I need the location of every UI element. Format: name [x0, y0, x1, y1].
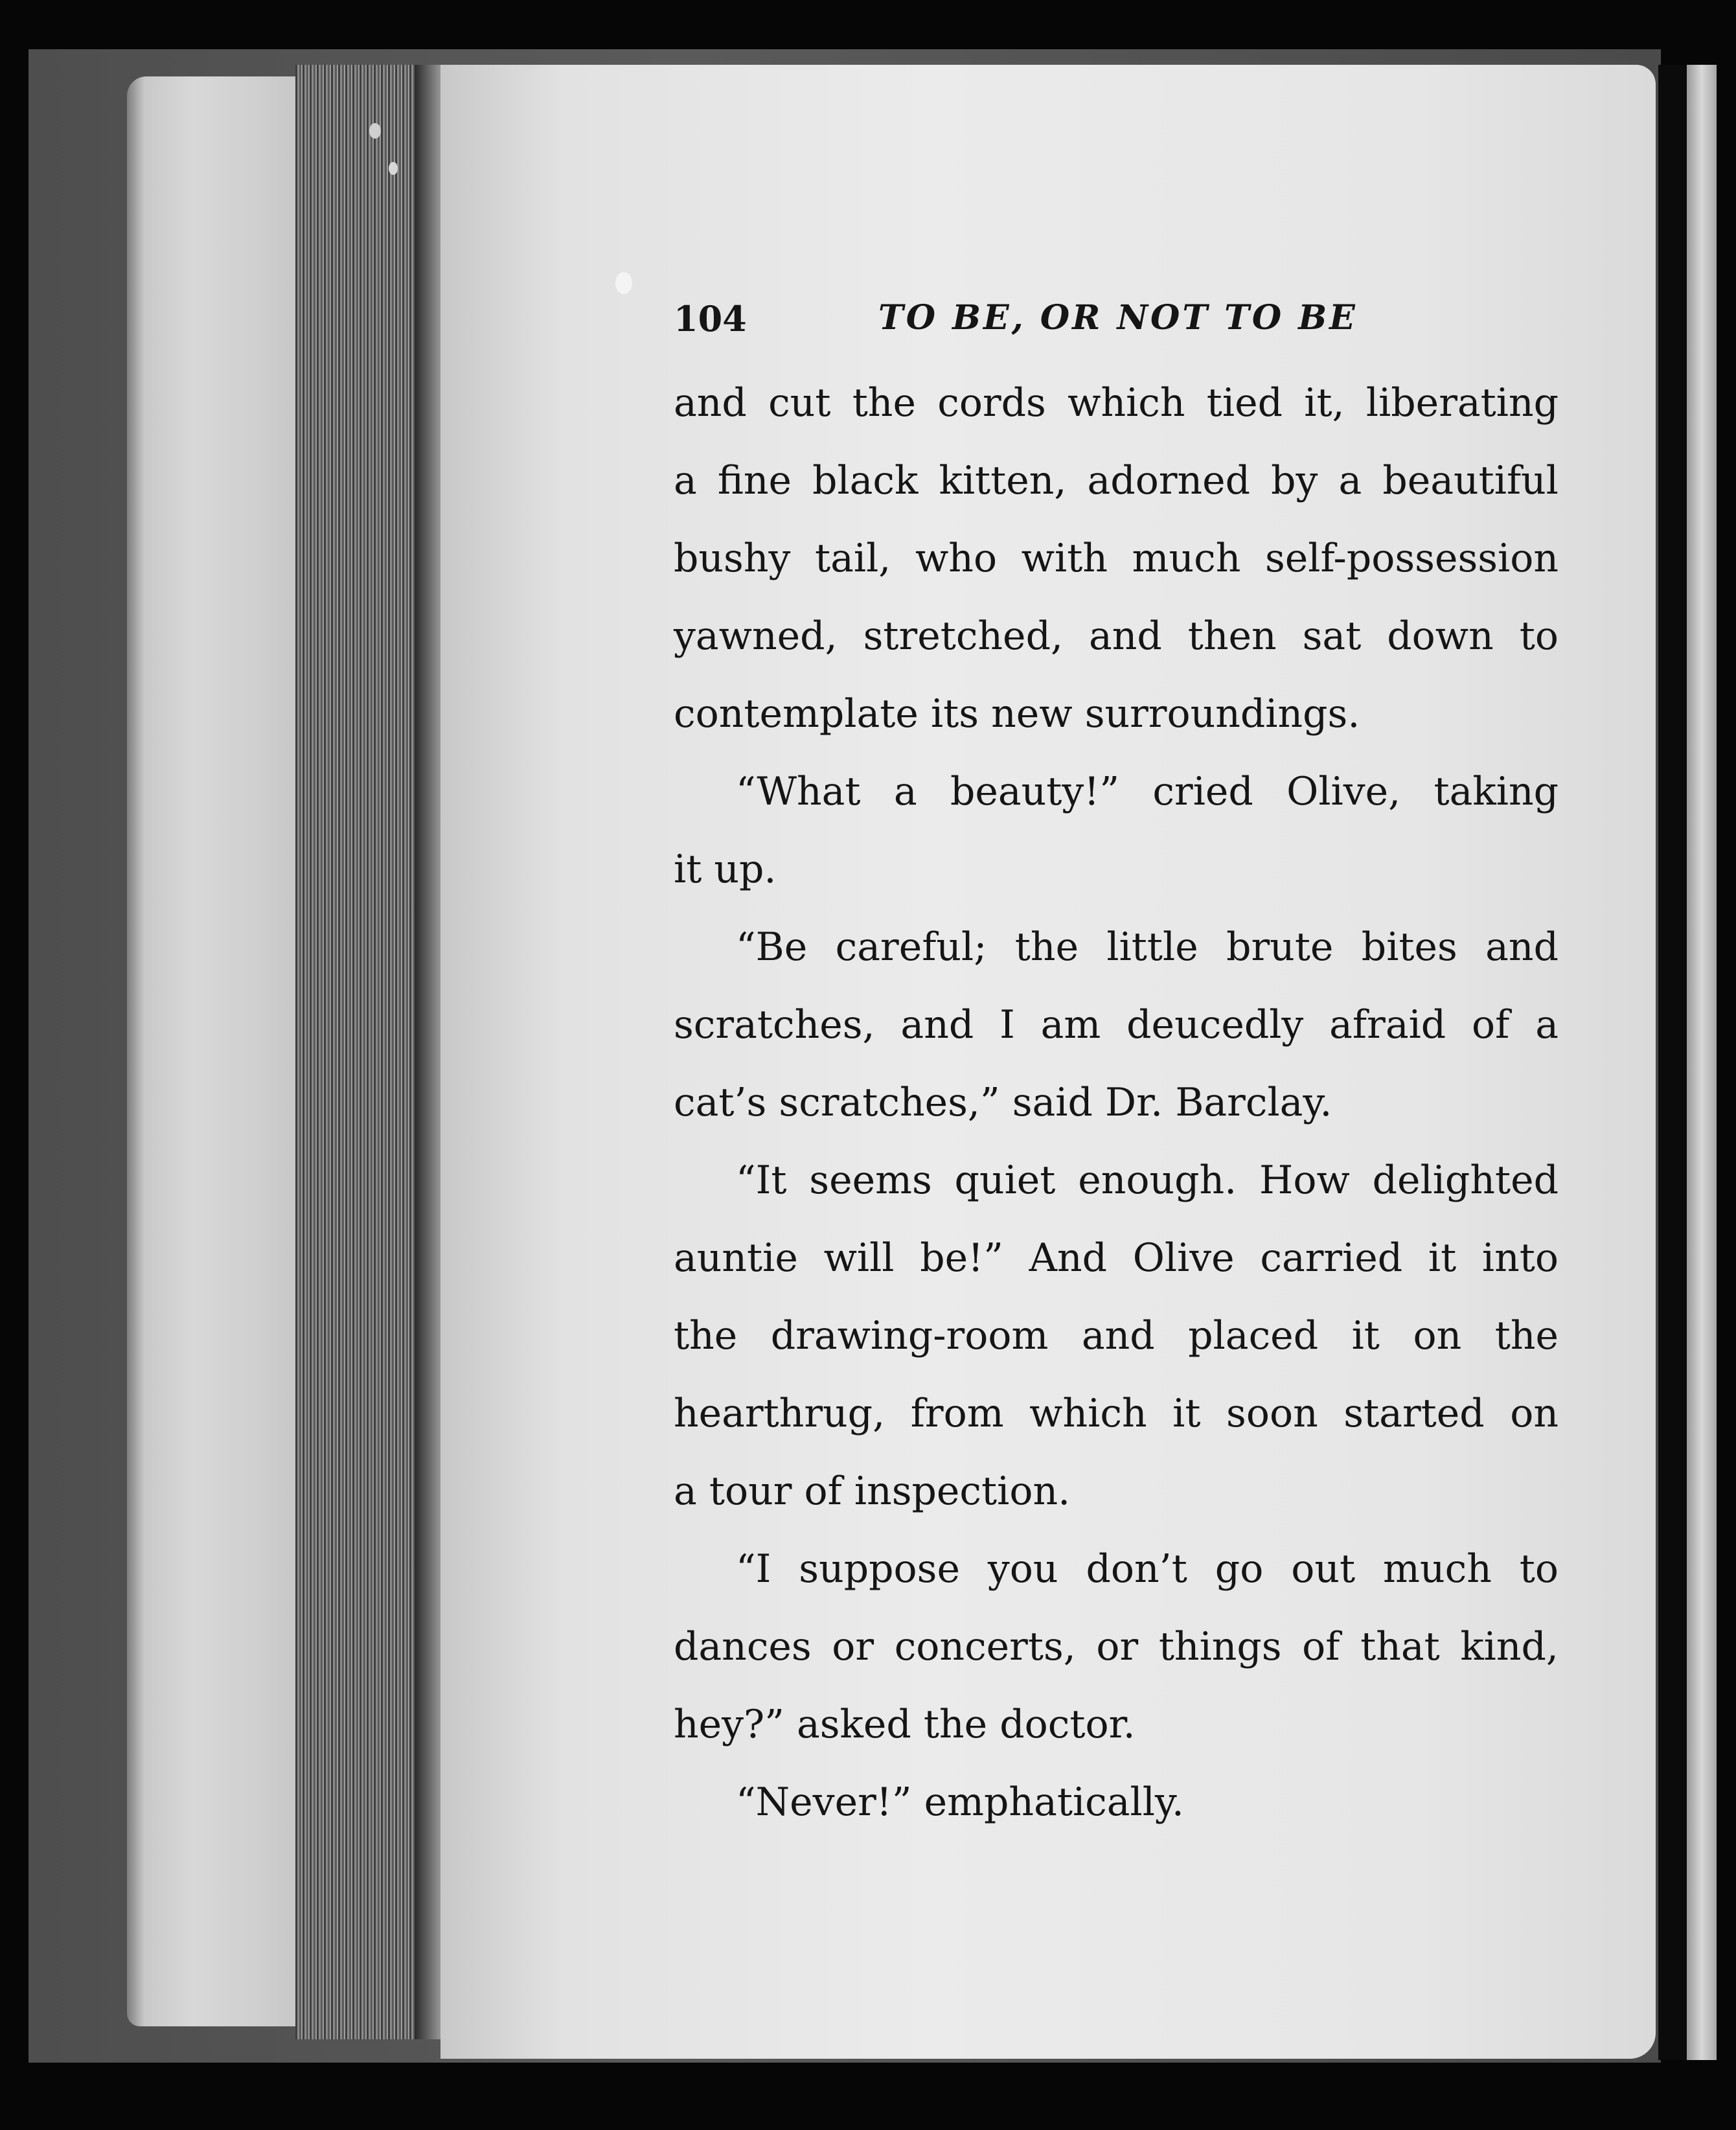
- text-line: hearthrug, from which it soon started on: [674, 1391, 1559, 1436]
- dust-speck: [389, 162, 398, 175]
- page-text-area: [674, 285, 1559, 1841]
- dust-speck: [369, 123, 381, 139]
- text-line: and cut the cords which tied it, liberating: [674, 380, 1559, 426]
- text-line: hey?” asked the doctor.: [674, 1702, 1136, 1747]
- text-line: it up.: [674, 847, 777, 892]
- facing-page-edge: [1687, 65, 1717, 2060]
- text-line: contemplate its new surroundings.: [674, 691, 1360, 737]
- dust-speck: [615, 272, 632, 294]
- text-line: bushy tail, who with much self-possession: [674, 536, 1559, 581]
- text-line: “Be careful; the little brute bites and: [736, 924, 1559, 970]
- text-line: dances or concerts, or things of that kind,: [674, 1624, 1559, 1669]
- text-line: the drawing-room and placed it on the: [674, 1313, 1559, 1358]
- running-title: TO BE, OR NOT TO BE: [878, 298, 1358, 338]
- text-line: cat’s scratches,” said Dr. Barclay.: [674, 1080, 1332, 1125]
- right-gap: [1658, 65, 1687, 2060]
- running-head: [674, 285, 1559, 350]
- body-text: [674, 364, 1559, 1841]
- text-line: “Never!” emphatically.: [736, 1780, 1184, 1825]
- text-line: auntie will be!” And Olive carried it into: [674, 1235, 1559, 1281]
- text-line: scratches, and I am deucedly afraid of a: [674, 1002, 1559, 1048]
- text-line: “It seems quiet enough. How delighted: [736, 1158, 1559, 1203]
- text-line: “What a beauty!” cried Olive, taking: [736, 769, 1559, 814]
- page-number: 104: [674, 298, 747, 339]
- text-line: yawned, stretched, and then sat down to: [674, 613, 1559, 659]
- text-line: “I suppose you don’t go out much to: [736, 1546, 1559, 1592]
- text-line: a fine black kitten, adorned by a beautiful: [674, 458, 1559, 503]
- text-line: a tour of inspection.: [674, 1469, 1071, 1514]
- page-edges-stack: [295, 65, 431, 2039]
